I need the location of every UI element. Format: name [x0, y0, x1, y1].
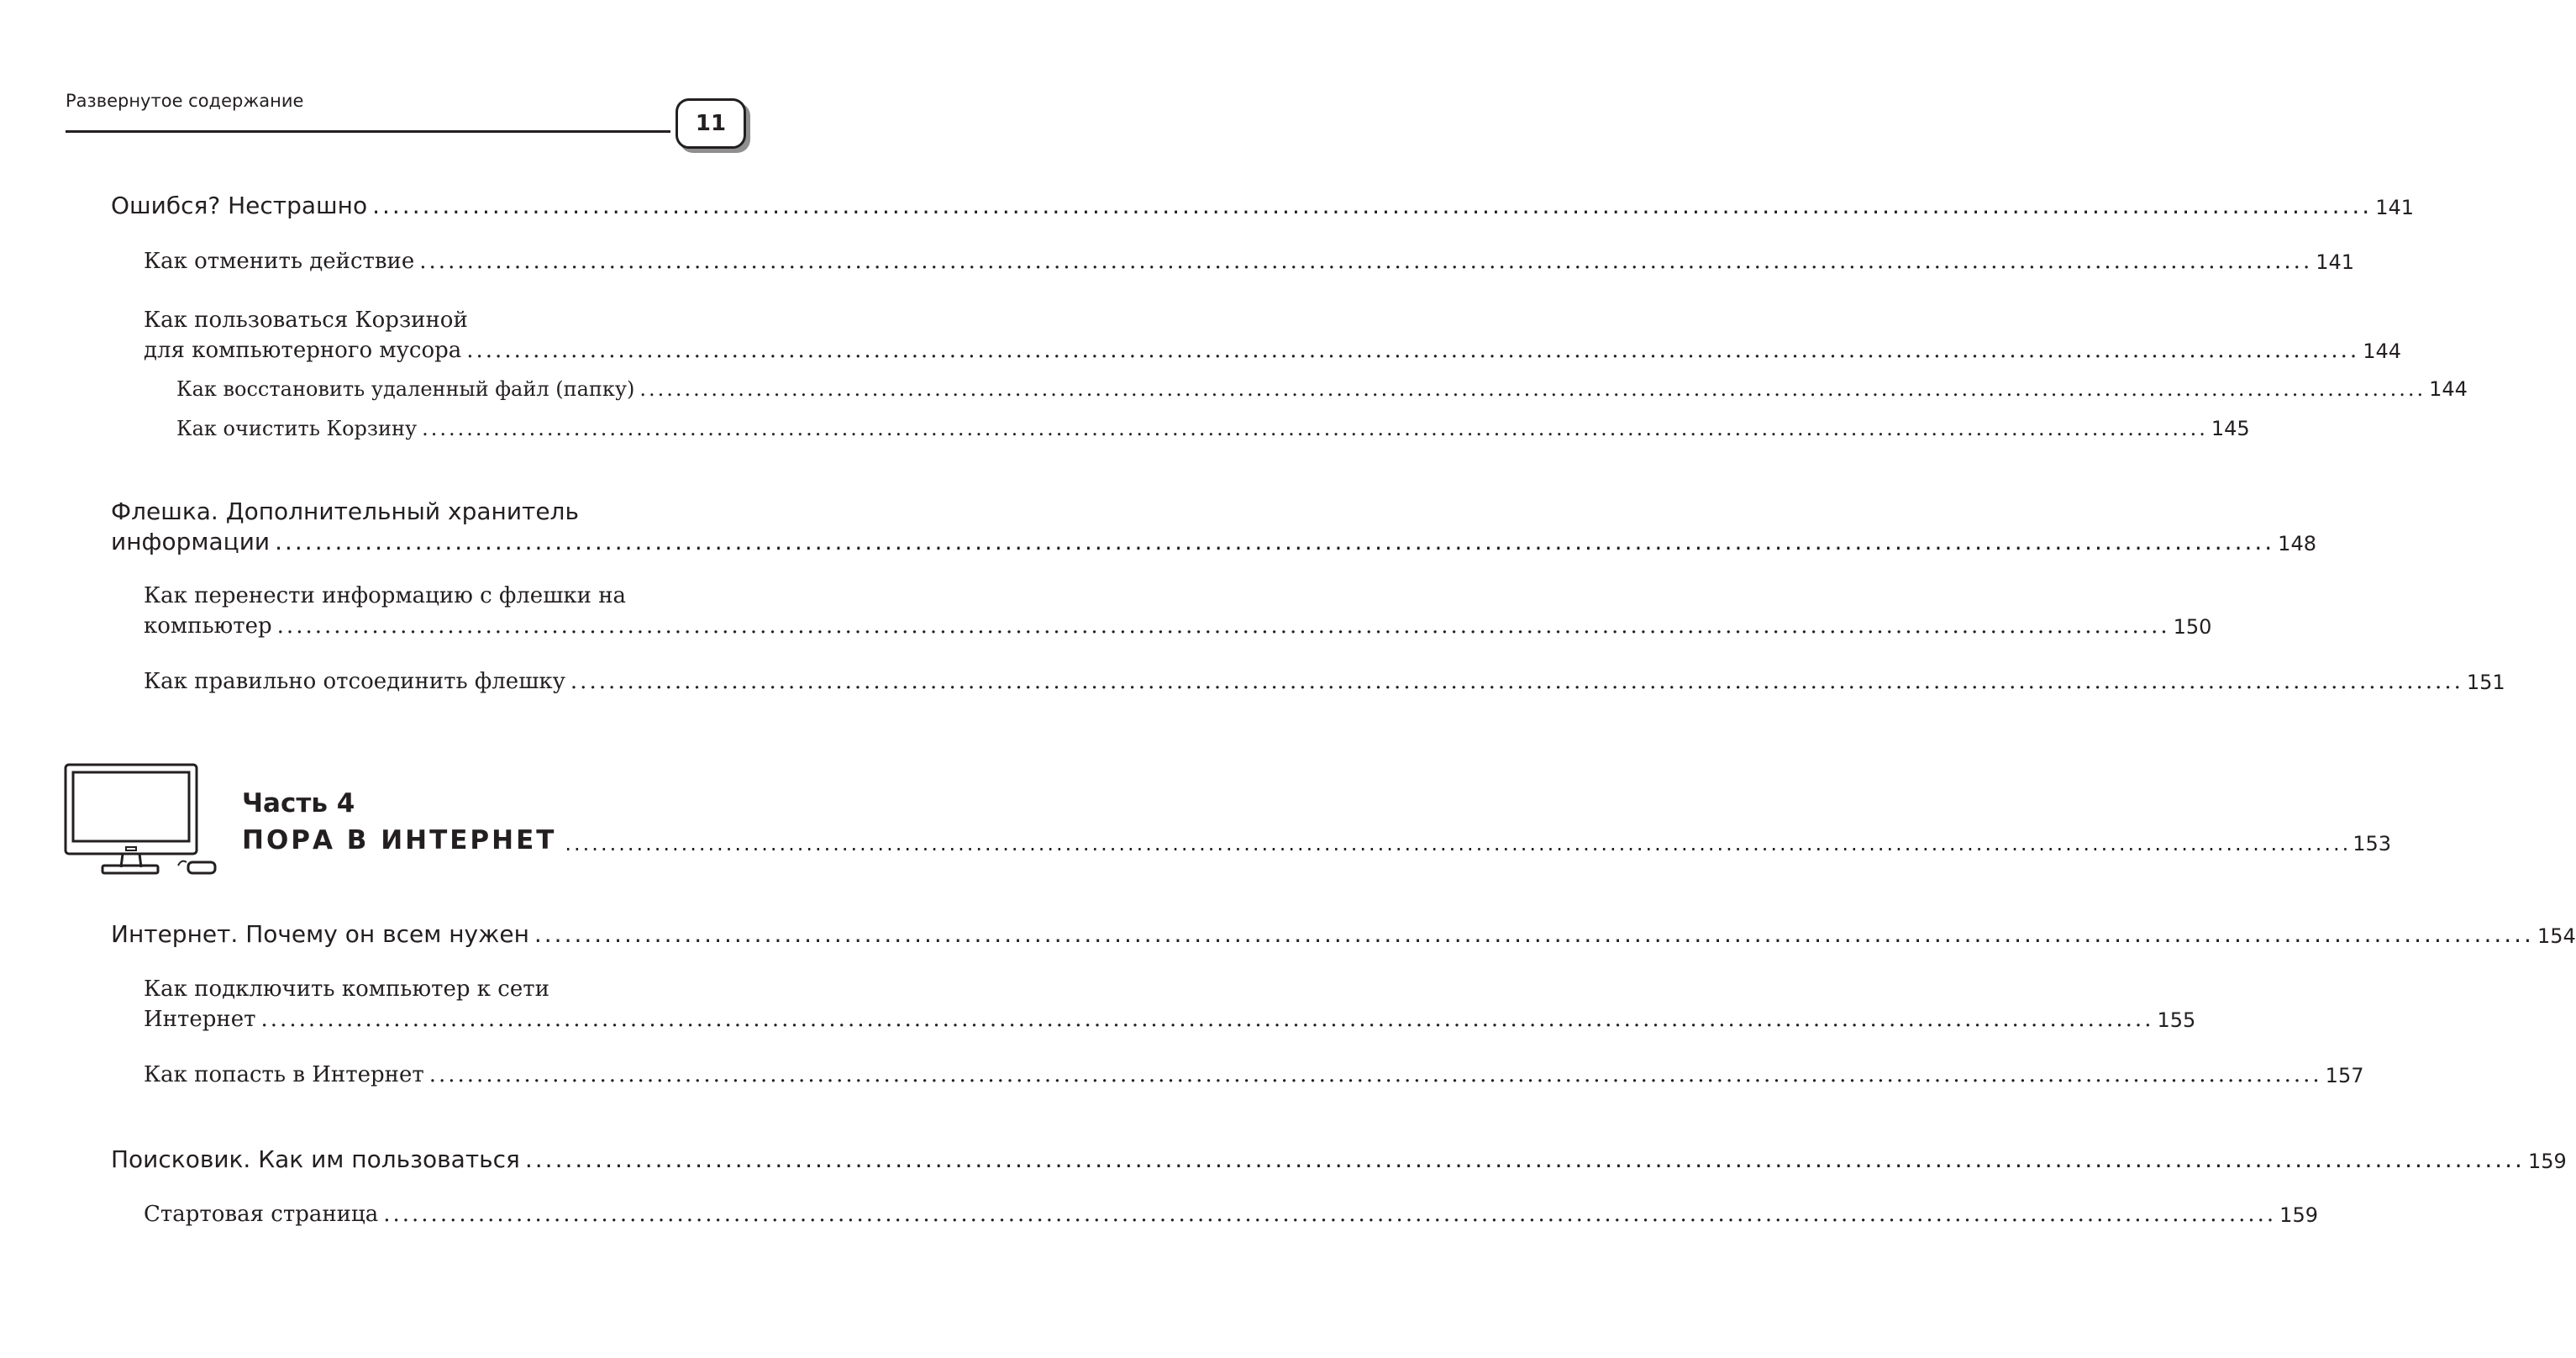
- leader-dots: ........................................................................................................................................................................................................: [383, 1202, 2277, 1227]
- leader-dots: ........................................................................................................................................................................................................: [260, 1007, 2154, 1032]
- page-number: 11: [676, 98, 746, 149]
- toc-entry[interactable]: [144, 669, 2505, 694]
- leader-dots: ........................................................................................................................................................................................................: [419, 249, 2313, 274]
- toc-entry-page: 159: [2527, 1150, 2567, 1173]
- toc-entry-label: Как очистить Корзину: [176, 417, 418, 440]
- leader-dots: ........................................................................................................................................................................................................: [428, 1062, 2322, 1087]
- toc-entry-page: 151: [2466, 671, 2505, 694]
- toc-entry-label: Интернет: [144, 1007, 256, 1032]
- part-number: Часть 4: [242, 788, 355, 818]
- monitor-icon: [64, 763, 217, 877]
- toc-entry-page: 157: [2325, 1064, 2364, 1087]
- toc-entry-label: Поисковик. Как им пользоваться: [111, 1145, 520, 1173]
- toc-entry[interactable]: [144, 308, 2402, 363]
- leader-dots: ........................................................................................................................................................................................................: [565, 832, 2352, 855]
- toc-entry[interactable]: [111, 192, 2414, 219]
- toc-entry-page: 144: [2363, 340, 2402, 363]
- toc-entry-label-line1: Как пользоваться Корзиной: [144, 308, 468, 333]
- leader-dots: ........................................................................................................................................................................................................: [372, 192, 2373, 219]
- toc-entry-page: 141: [2316, 250, 2355, 274]
- toc-entry-label: Как отменить действие: [144, 249, 415, 274]
- toc-entry-label: Ошибся? Нестрашно: [111, 192, 368, 219]
- leader-dots: ........................................................................................................................................................................................................: [639, 377, 2426, 401]
- toc-entry-page: 150: [2173, 615, 2212, 639]
- toc-entry[interactable]: [144, 583, 2212, 639]
- toc-entry[interactable]: [144, 976, 2196, 1032]
- leader-dots: ........................................................................................................................................................................................................: [275, 528, 2275, 555]
- toc-entry-label: Интернет. Почему он всем нужен: [111, 920, 529, 948]
- part-title: ПОРА В ИНТЕРНЕТ: [242, 825, 557, 855]
- toc-entry-label-line1: Как подключить компьютер к сети: [144, 976, 549, 1002]
- toc-entry-label: Как правильно отсоединить флешку: [144, 669, 565, 694]
- toc-entry[interactable]: [144, 1062, 2364, 1087]
- leader-dots: ........................................................................................................................................................................................................: [466, 338, 2360, 363]
- toc-entry-label: Как восстановить удаленный файл (папку): [176, 377, 635, 401]
- running-header: Развернутое содержание: [66, 91, 304, 111]
- toc-entry-label-line1: Флешка. Дополнительный хранитель: [111, 497, 579, 525]
- leader-dots: ........................................................................................................................................................................................................: [524, 1145, 2525, 1173]
- toc-entry-label: Как попасть в Интернет: [144, 1062, 424, 1087]
- toc-entry-page: 154: [2537, 924, 2576, 948]
- toc-entry[interactable]: [111, 497, 2316, 555]
- leader-dots: ........................................................................................................................................................................................................: [276, 613, 2170, 639]
- toc-entry-label: информации: [111, 528, 271, 555]
- toc-entry-page: 159: [2279, 1203, 2318, 1227]
- toc-entry-label: Стартовая страница: [144, 1202, 379, 1227]
- toc-entry[interactable]: [111, 1145, 2567, 1173]
- leader-dots: ........................................................................................................................................................................................................: [422, 417, 2208, 440]
- toc-entry-page: 148: [2278, 532, 2316, 555]
- leader-dots: ........................................................................................................................................................................................................: [570, 669, 2463, 694]
- toc-entry[interactable]: [144, 1202, 2318, 1227]
- toc-entry-page: 155: [2157, 1008, 2196, 1032]
- toc-entry-label: компьютер: [144, 613, 272, 639]
- toc-entry[interactable]: [176, 417, 2250, 440]
- toc-entry[interactable]: [144, 249, 2355, 274]
- toc-entry-label-line1: Как перенести информацию с флешки на: [144, 583, 627, 608]
- toc-entry[interactable]: [176, 377, 2468, 401]
- header-rule: [66, 130, 670, 133]
- toc-entry[interactable]: [111, 920, 2576, 948]
- toc-entry-label: для компьютерного мусора: [144, 338, 462, 363]
- leader-dots: ........................................................................................................................................................................................................: [534, 920, 2534, 948]
- toc-entry-page: 141: [2375, 196, 2414, 219]
- toc-entry-page: 145: [2211, 417, 2250, 440]
- toc-entry-part[interactable]: [242, 825, 2392, 855]
- toc-entry-page: 144: [2429, 377, 2468, 401]
- toc-entry-page: 153: [2353, 832, 2392, 855]
